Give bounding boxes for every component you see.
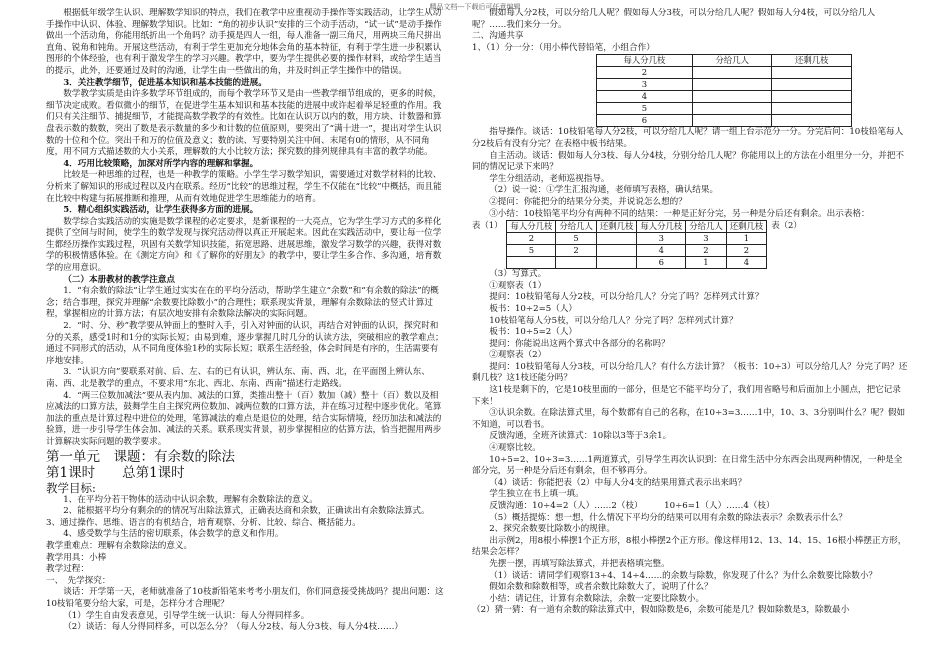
table-cell: 2 (507, 233, 556, 245)
table-cell (692, 115, 772, 127)
table-cell (772, 103, 852, 115)
table-cell (692, 91, 772, 103)
table-cell: 2 (556, 245, 597, 257)
table-header: 还剩几枝 (596, 221, 637, 233)
paragraph: ②观察表（2） (489, 350, 547, 361)
table-row (507, 257, 767, 269)
right-column (472, 8, 908, 668)
paragraph: 学生独立在书上填一填。 (489, 489, 584, 500)
table-cell: 5 (507, 245, 556, 257)
paragraph: 提问：10枝铅笔每人分2枝，可以分给几人？分完了吗？怎样列式计算？ (489, 292, 764, 303)
paragraph: 10枝铅笔每人分5枝，可以分给几人？分完了吗？怎样列式计算？ (489, 315, 738, 326)
table-cell: 3 (637, 233, 686, 245)
paragraph: 小结：请记住，计算有余数除法，余数一定要比除数小。 (489, 593, 705, 604)
table-cell (556, 257, 597, 269)
table-row (597, 91, 852, 103)
table-cell: 2 (597, 67, 693, 79)
paragraph: 1．“有余数的除法”让学生通过实实在在的平均分活动，帮助学生建立“余数”和“有余数的除法”的概念；结合事理，探究并理解“余数要比除数小”的合理性；联系现实背景，理解有余数除法的竖式计算过程，掌握相应的计算方法；有层次地安排有余数除法解决的实际问题。 (46, 286, 439, 320)
table-cell (772, 91, 852, 103)
table-cell: 6 (597, 115, 693, 127)
goal-item: 4、感受数学与生活的密切联系，体会数学的意义和作用。 (63, 529, 284, 540)
unit-title: 第一单元 课题：有余数的除法 (46, 448, 235, 465)
section-heading: 5．精心组织实践活动，让学生获得多方面的进展。 (63, 205, 259, 216)
paragraph: 出示例2，用8根小棒摆1个正方形，8根小棒摆2个正方形。像这样用12、13、14、15、16根小棒摆正方形，结果会怎样？ (472, 535, 907, 558)
table-cell (596, 233, 637, 245)
teaching-tools: 教学用具：小棒 (46, 552, 107, 563)
key-points: 教学重难点：理解有余数除法的意义。 (46, 540, 193, 551)
table-header: 分给几人 (556, 221, 597, 233)
goals-title: 教学目标: (46, 480, 96, 495)
table-cell (596, 257, 637, 269)
paragraph: 3．“认识方向”要联系对前、后、左、右的已有认识，辨认东、南、西、北，在平面图上辨认东、南、西、北是教学的重点，不要求用“东北、西北、东南、西南”描述行走路线。 (46, 367, 430, 389)
lesson-title: 第1课时 总第1课时 (46, 464, 185, 481)
paragraph: 反馈沟通：10÷4=2（人）……2（枝） 10÷6=1（人）……4（枝） (489, 501, 775, 511)
table-cell: 2 (686, 245, 727, 257)
paragraph: ②提问：你能把分的结果分分类，并说说怎么想的？ (489, 196, 687, 207)
section-heading: 二、沟通共享 (472, 31, 524, 42)
paragraph: 假如余数和除数相等，或者余数比除数大了，说明了什么？ (489, 582, 713, 593)
goal-item: 2、能根据平均分有剩余的的情况写出除法算式，正确表达商和余数，正确读出有余数除法算式。 (63, 506, 430, 517)
page-header: 精品文档---下载后可任意编辑 (429, 3, 521, 11)
paragraph: 谈话：开学第一天，老师就准备了10枝新铅笔来考考小朋友们，你们同意接受挑战吗？提出问题：这10枝铅笔要分给大家，可是，怎样分才合理呢？ (46, 587, 444, 609)
paragraph: ④观察比较。 (489, 443, 541, 454)
paragraph: （5）概括提炼：想一想，什么情况下平均分的结果可以用有余数的除法表示？余数表示什么？ (489, 512, 848, 523)
table-row (507, 233, 767, 245)
paragraph: （2）说一说：①学生汇报沟通，老师填写表格，确认结果。 (489, 185, 719, 196)
section-heading: 4．巧用比较策略，加深对所学内容的理解和掌握。 (63, 158, 259, 169)
paragraph: 指导操作。谈话：10枝铅笔每人分2枝，可以分给几人呢？请一组上台示范分一分。分完后问：10枝铅笔每人分2枝后有没有分完？在表格中板书结果。 (472, 127, 904, 149)
table-row (597, 115, 852, 127)
paragraph: （1）学生自由发表意见，引导学生统一认识：每人分得同样多。 (63, 610, 310, 621)
paragraph: （2）猜一猜：有一道有余数的除法算式中，假如除数是6，余数可能是几？假如除数是3，除数最小 (472, 605, 850, 616)
goal-item: 3、通过操作、思维、语言的有机结合，培育观察、分析、比较、综合、概括能力。 (46, 517, 361, 528)
table-cell: 2 (726, 245, 767, 257)
table-cell: 4 (726, 257, 767, 269)
paragraph: （1）谈话：请同学们观察13÷4、14÷4……的余数与除数，你发现了什么？为什么余数要比除数小？ (489, 570, 878, 581)
paragraph: 反馈沟通，全班齐读算式：10除以3等于3余1。 (489, 431, 672, 442)
table-cell: 3 (686, 233, 727, 245)
paragraph: 板书：10÷2=5（人） (489, 303, 578, 314)
paragraph: 这1枝是剩下的，它是10枝里面的一部分，但是它不能平均分了，我们用省略号和后面加上小圆点，把它记录下来！ (472, 385, 901, 407)
process-title: 教学过程： (46, 564, 89, 575)
paragraph: 2、探究余数要比除数小的规律。 (489, 524, 615, 535)
result-table (506, 220, 767, 269)
table-cell (507, 257, 556, 269)
paragraph: （4）谈话：你能把表（2）中每人分4支的结果用算式表示出来吗？ (489, 477, 747, 488)
table-cell: 4 (597, 91, 693, 103)
paragraph: 4．“两三位数加减法”要从表内加、减法的口算，类推出整十（百）数加（减）整十（百）数以及相应减法的口算方法，鼓舞学生自主探究两位数加、减两位数的口算方法，并在练习过程中逐步优化。笔算加法的重点是计算过程中进位的处理，笔算减法的难点是退位的处理，结合实际情境，经历加法和减法的验算，进一步引导学生体会加、减法的关系。联系现实背景，初步掌握相应的估算方法，恰当把握用两步计算解决实际问题的教学要求。 (46, 390, 442, 447)
section-heading: （二）本册教材的教学注意点 (63, 274, 175, 285)
table-cell (596, 245, 637, 257)
step-heading: 一、 先学探究： (46, 575, 111, 586)
paragraph: ③小结：10枝铅笔平均分有两种不同的结果：一种是正好分完，另一种是分后还有剩余。出示表格： (489, 208, 870, 219)
left-column (46, 8, 446, 668)
paragraph: 10÷5=2、10÷3=3……1两道算式，引导学生再次认识到：在日常生活中分东西会出现两种情况，一种是全部分完，另一种是分后还有剩余，但不够再分。 (472, 454, 903, 477)
table-header: 分给几人 (692, 55, 772, 67)
paragraph: ①观察表（1） (489, 280, 547, 291)
table-cell: 5 (556, 233, 597, 245)
paragraph: 假如每人分2枝，可以分给几人呢？假如每人分3枝，可以分给几人呢？假如每人分4枝，可以分给几人呢？……我们来分一分。 (472, 8, 876, 30)
goal-item: 1、在平均分若干物体的活动中认识余数，理解有余数除法的意义。 (63, 494, 318, 505)
table-row (507, 245, 767, 257)
paragraph: 提问：10枝铅笔每人分3枝，可以分给几人？有什么方法计算？（板书：10÷3）可以分给几人？分完了吗？还剩几枝？这1枝还能分吗？ (472, 361, 908, 384)
paragraph: 先摆一摆，再填写除法算式，并把表格填完整。 (489, 558, 670, 569)
paragraph: 1、（1）分一分：（用小棒代替铅笔，小组合作） (472, 42, 655, 53)
table-header: 每人分几枝 (597, 55, 693, 67)
table-header: 还剩几枝 (772, 55, 852, 67)
paragraph: 自主活动。谈话：假如每人分3枝、每人分4枝，分别分给几人呢？你能用以上的方法在小组里分一分，并把不同的情况记录下来吗？ (472, 150, 905, 173)
paragraph: 2．“时、分、秒”教学要从钟面上的整时入手，引入对钟面的认识，再结合对钟面的认识，探究时和分的关系，感受1时和1分的实际长短；由易到难，逐步掌握几时几分的认读方法，突破相应的教学难点；通过不同形式的活动，从不同角度体验1秒的实际长短；联系生活经验，体会时间是有序的，生活需要有序地安排。 (46, 321, 444, 366)
table-label: 表（2） (771, 220, 802, 231)
table-cell: 6 (637, 257, 686, 269)
table-cell (692, 67, 772, 79)
paragraph: （3）写算式。 (489, 269, 547, 280)
paragraph: 数学综合实践活动的实施是数学课程的必定要求，是新课程的一大亮点，它为学生学习方式的多样化提供了空间与时间，使学生的数学发现与探究活动得以真正开展起来。因此在实践活动中，要让每一位学生都经历操作实践过程，巩固有关数学知识技能，拓宽思路、进展思维，激发学习数学的兴趣，获得对数学的积极情感体验。在《测定方向》和《了解你的好朋友》的教学中，要让学生多合作、多沟通，培育数学的应用意识。 (46, 216, 442, 274)
table-cell: 1 (726, 233, 767, 245)
section-heading: 3．关注教学细节，促进基本知识和基本技能的进展。 (63, 77, 267, 88)
table-cell: 4 (637, 245, 686, 257)
distribution-table (596, 54, 852, 127)
paragraph: （2）谈话：每人分得同样多，可以怎么分？（每人分2枝、每人分3枝、每人分4枝……） (63, 622, 404, 633)
paragraph: ③认识余数。在除法算式里，每个数都有自己的名称，在10÷3=3……1中，10、3、3分别叫什么？呢？假如不知道，可以看书。 (472, 408, 906, 430)
table-row (597, 67, 852, 79)
table-header: 分给几人 (686, 221, 727, 233)
table-header: 每人分几枝 (637, 221, 686, 233)
table-cell: 3 (597, 79, 693, 91)
table-cell: 5 (597, 103, 693, 115)
paragraph: 学生分组活动，老师巡视指导。 (489, 173, 610, 184)
table-cell (772, 115, 852, 127)
table-row (597, 103, 852, 115)
table-cell (772, 79, 852, 91)
table-header-row (507, 221, 767, 233)
table-header: 每人分几枝 (507, 221, 556, 233)
table-cell (772, 67, 852, 79)
paragraph: 根据低年级学生认识、理解数学知识的特点，我们在教学中应重视动手操作等实践活动，让学生从动手操作中认识、体验、理解数学知识。比如：“角的初步认识”安排的三个动手活动，“试一试”是动手操作做出一个活动角，你能用纸折出一个角吗？动手摸是四人一组，每人准备一副三角尺，用两块三角尺拼出直角、锐角和钝角。开展这些活动，有利于学生更加充分地体会角的基本特征，有利于学生进一步积累认图形的个体经验，也有利于激发学生的学习兴趣。教学中，要为学生提供必要的操作材料，或给学生适当的提示，此外，还要通过及时的沟通，让学生由一些做出的角，并及时纠正学生操作中的错误。 (46, 8, 442, 76)
paragraph: 板书：10÷5=2（人） (489, 327, 578, 338)
paragraph: 比较是一种思维的过程，也是一种教学的策略。小学生学习数学知识，需要通过对数学材料的比较、分析来了解知识的形成过程以及内在联系。经历“比较”的思维过程，学生不仅能在“比较”中概括，而且能在比较中构建与拓展推断和推理，从而有效地促进学生思维能力的培育。 (46, 170, 442, 204)
table-cell (692, 79, 772, 91)
table-cell: 1 (686, 257, 727, 269)
table-header-row (597, 55, 852, 67)
paragraph: 数学教学实质是由许多数学环节组成的，而每个教学环节又是由一些教学细节组成的，更多的时候，细节决定成败。看似微小的细节，在促进学生基本知识和基本技能的进展中或许起着举足轻重的作用。我们只有关注细节、捕捉细节，才能提高数学教学的有效性。比如在认识万以内的数，用方块、计数器和算盘表示数的数数，突出了数是表示数量的多少和计数的位值原则，要突出了“满十进一”，提出对学生认识数的十位和个位。突出千和万的位值及意义；数的读、写要特别关注中间、末尾有0的情形，从不同角度，用不同方式描述数的大小关系，理解数的大小比较方法；探究数的排列规律具有丰富的教学功能。 (46, 89, 442, 158)
table-label: 表（1） (472, 220, 503, 231)
table-cell (692, 103, 772, 115)
table-row (597, 79, 852, 91)
paragraph: 提问：你能说出这两个算式中各部分的名称吗？ (489, 338, 670, 349)
table-header: 还剩几枝 (726, 221, 767, 233)
